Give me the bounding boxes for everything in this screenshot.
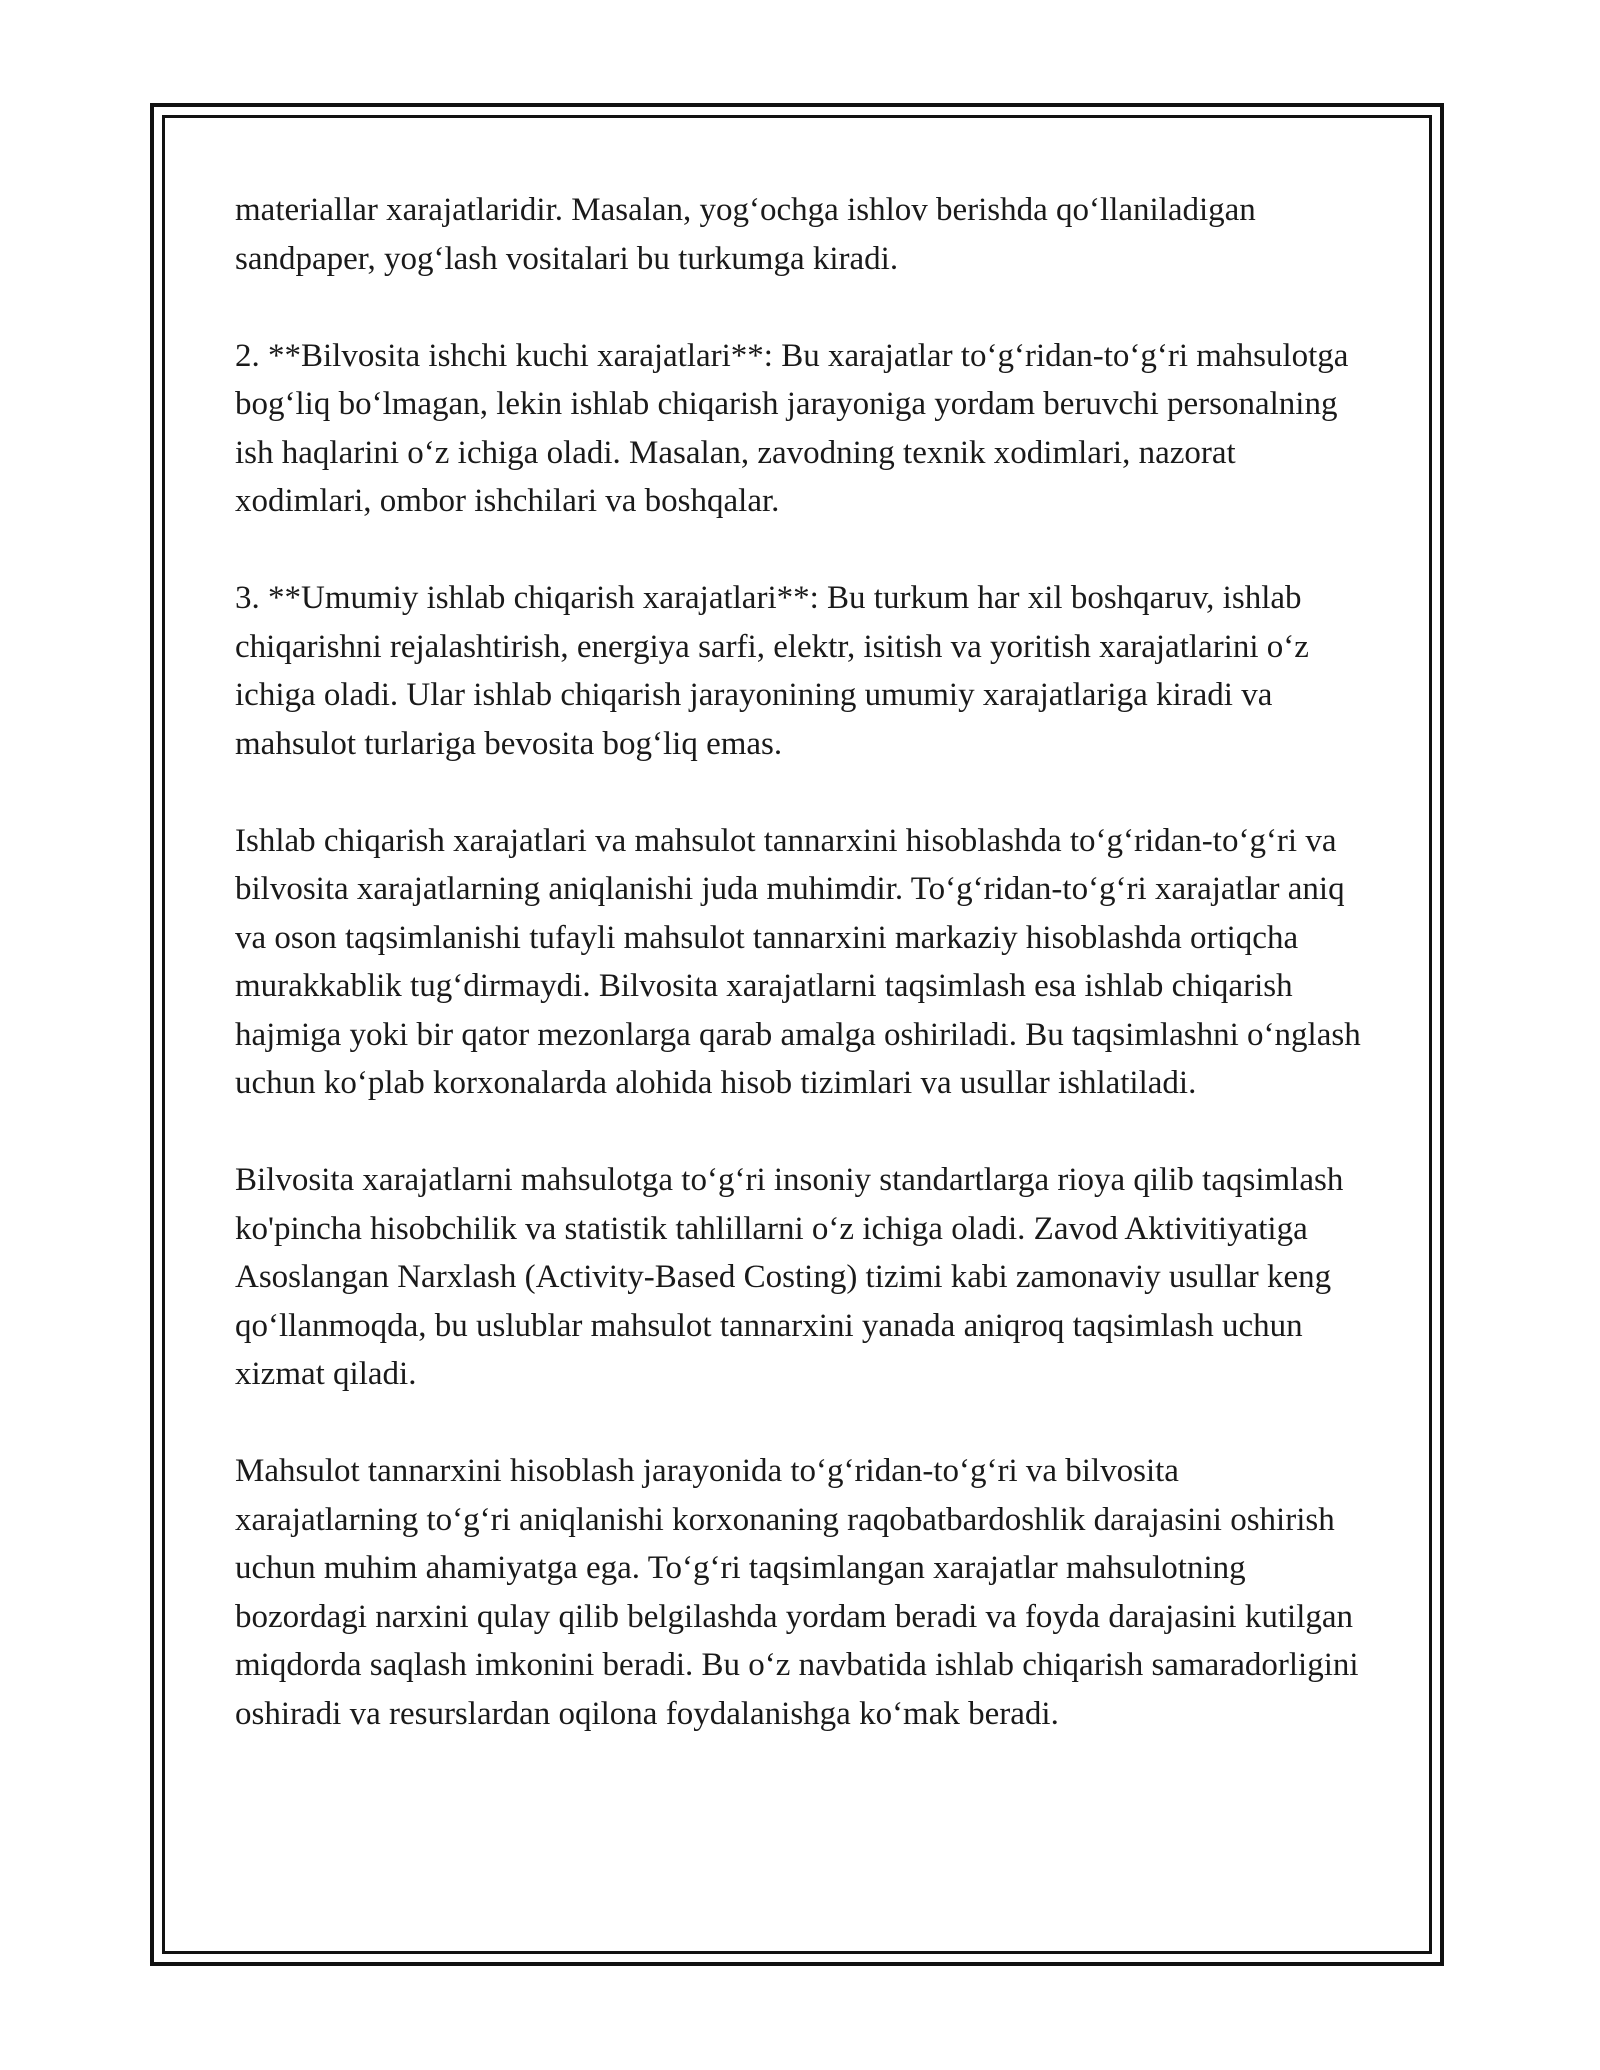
paragraph-general-overhead: 3. **Umumiy ishlab chiqarish xarajatlari**: Bu turkum har xil boshqaruv, ishlab chiqarishni rejalashtirish, energiya sarfi, elektr, isitish va yoritish xarajatlarini o‘z ichiga oladi. Ular ishlab chiqarish jarayonining umumiy xarajatlariga kiradi va mahsulot turlariga bevosita bog‘liq emas. xyxy=(235,580,1309,762)
paragraph-indirect-labor: 2. **Bilvosita ishchi kuchi xarajatlari**: Bu xarajatlar to‘g‘ridan-to‘g‘ri mahsulotga bog‘liq bo‘lmagan, lekin ishlab chiqarish jarayoniga yordam beruvchi personalning ish haqlarini o‘z ichiga oladi. Masalan, zavodning texnik xodimlari, nazorat xodimlari, ombor ishchilari va boshqalar. xyxy=(235,337,1349,519)
paragraph-cost-identification: Ishlab chiqarish xarajatlari va mahsulot tannarxini hisoblashda to‘g‘ridan-to‘g‘ri va bilvosita xarajatlarning aniqlanishi juda muhimdir. To‘g‘ridan-to‘g‘ri xarajatlar aniq va oson taqsimlanishi tufayli mahsulot tannarxini markaziy hisoblashda ortiqcha murakkablik tug‘dirmaydi. Bilvosita xarajatlarni taqsimlash esa ishlab chiqarish hajmiga yoki bir qator mezonlarga qarab amalga oshiriladi. Bu taqsimlashni o‘nglash uchun ko‘plab korxonalarda alohida hisob tizimlari va usullar ishlatiladi. xyxy=(235,822,1361,1101)
paragraph-allocation-methods: Bilvosita xarajatlarni mahsulotga to‘g‘ri insoniy standartlarga rioya qilib taqsimlash ko'pincha hisobchilik va statistik tahlillarni o‘z ichiga oladi. Zavod Aktivitiyatiga Asoslangan Narxlash (Activity-Based Costing) tizimi kabi zamonaviy usullar keng qo‘llanmoqda, bu uslublar mahsulot tannarxini yanada aniqroq taqsimlash uchun xizmat qiladi. xyxy=(235,1162,1344,1392)
document-body xyxy=(235,186,1365,1787)
paragraph-materials-continued: materiallar xarajatlaridir. Masalan, yog‘ochga ishlov berishda qo‘llaniladigan sandpaper, yog‘lash vositalari bu turkumga kiradi. xyxy=(235,192,1256,277)
paragraph-competitiveness: Mahsulot tannarxini hisoblash jarayonida to‘g‘ridan-to‘g‘ri va bilvosita xarajatlarning to‘g‘ri aniqlanishi korxonaning raqobatbardoshlik darajasini oshirish uchun muhim ahamiyatga ega. To‘g‘ri taqsimlangan xarajatlar mahsulotning bozordagi narxini qulay qilib belgilashda yordam beradi va foyda darajasini kutilgan miqdorda saqlash imkonini beradi. Bu o‘z navbatida ishlab chiqarish samaradorligini oshiradi va resurslardan oqilona foydalanishga ko‘mak beradi. xyxy=(235,1453,1359,1732)
